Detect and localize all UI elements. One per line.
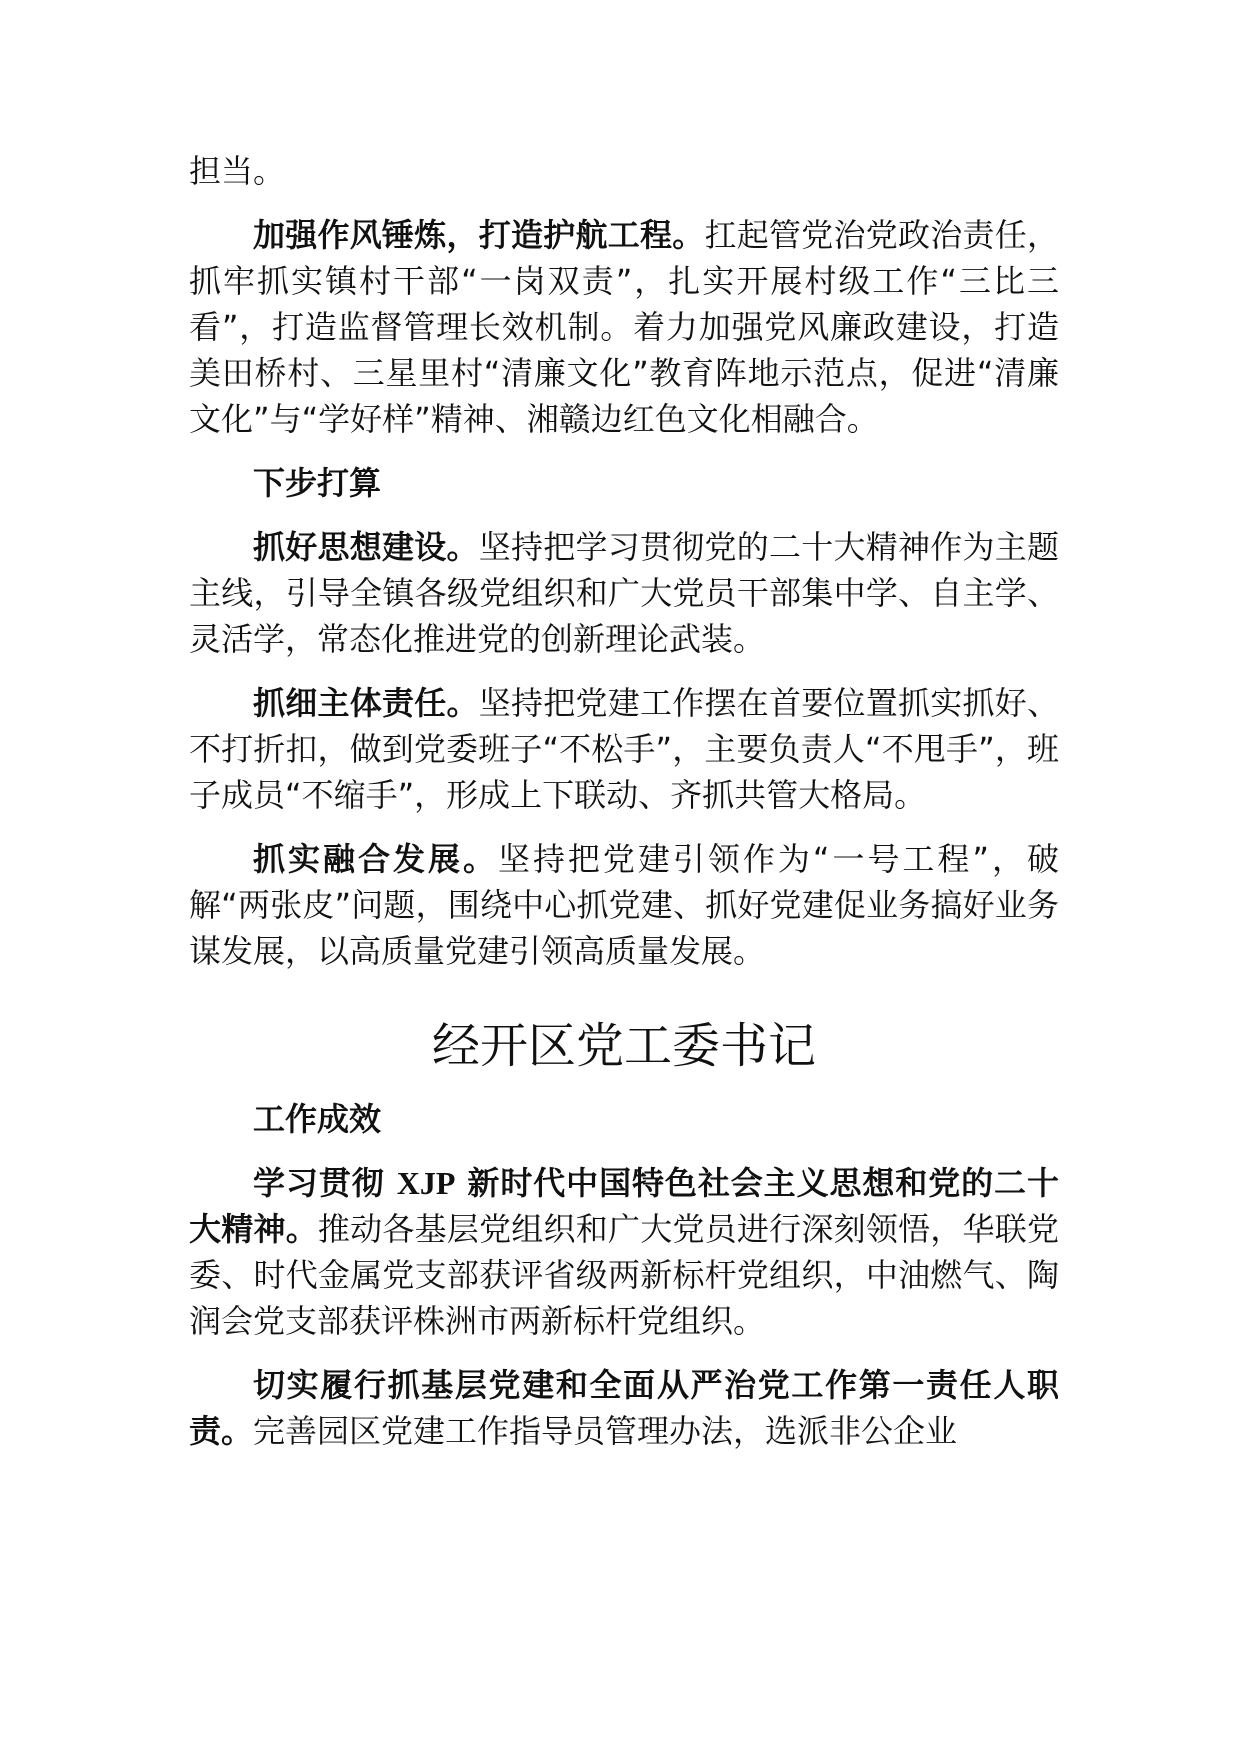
paragraph-body: 完善园区党建工作指导员管理办法，选派非公企业 xyxy=(253,1412,958,1450)
paragraph-lead: 切实履行抓基层党建和全面从严治党工作第一责任人职责。 xyxy=(189,1366,1059,1450)
paragraph-body: 扛起管党治党政治责任，抓牢抓实镇村干部“一岗双责”，扎实开展村级工作“三比三看”，打造监督管理长效机制。着力加强党风廉政建设，打造美田桥村、三星里村“清廉文化”教育阵地示范点，促进“清廉文化”与“学好样”精神、湘赣边红色文化相融合。 xyxy=(189,216,1059,438)
paragraph-lead: 加强作风锤炼，打造护航工程。 xyxy=(253,216,705,254)
paragraph-body: 推动各基层党组织和广大党员进行深刻领悟，华联党委、时代金属党支部获评省级两新标杆党组织，中油燃气、陶润会党支部获评株洲市两新标杆党组织。 xyxy=(189,1210,1059,1340)
lead-latin: XJP xyxy=(396,1165,456,1201)
heading-achievements: 工作成效 xyxy=(253,1100,382,1138)
heading-next-steps: 下步打算 xyxy=(253,464,382,502)
paragraph-body: 坚持把学习贯彻党的二十大精神作为主题主线，引导全镇各级党组织和广大党员干部集中学、自主学、灵活学，常态化推进党的创新理论武装。 xyxy=(189,528,1059,658)
paragraph-lead: 抓实融合发展。 xyxy=(253,840,498,878)
lead-part-a: 学习贯彻 xyxy=(253,1164,397,1202)
paragraph-study xyxy=(189,1160,1059,1344)
paragraph-body: 坚持把党建工作摆在首要位置抓实抓好、不打折扣，做到党委班子“不松手”，主要负责人“不甩手”，班子成员“不缩手”，形成上下联动、齐抓共管大格局。 xyxy=(189,684,1059,814)
paragraph-responsibility xyxy=(189,680,1059,818)
paragraph-first-responsibility xyxy=(189,1362,1059,1454)
document-page xyxy=(189,148,1059,1454)
lead-part-b: 新时代中国特色社会主义思想和党的二十大精神。 xyxy=(189,1164,1059,1248)
paragraph-integration xyxy=(189,836,1059,974)
section-title: 经开区党工委书记 xyxy=(431,1018,816,1074)
paragraph-ideology xyxy=(189,524,1059,662)
paragraph-lead: 抓好思想建设。 xyxy=(253,528,479,566)
paragraph-body: 坚持把党建引领作为“一号工程”，破解“两张皮”问题，围绕中心抓党建、抓好党建促业务搞好业务谋发展，以高质量党建引领高质量发展。 xyxy=(189,840,1059,970)
paragraph-lead: 抓细主体责任。 xyxy=(253,684,479,722)
paragraph-style-building xyxy=(189,212,1059,442)
paragraph-continuation: 担当。 xyxy=(189,152,286,190)
